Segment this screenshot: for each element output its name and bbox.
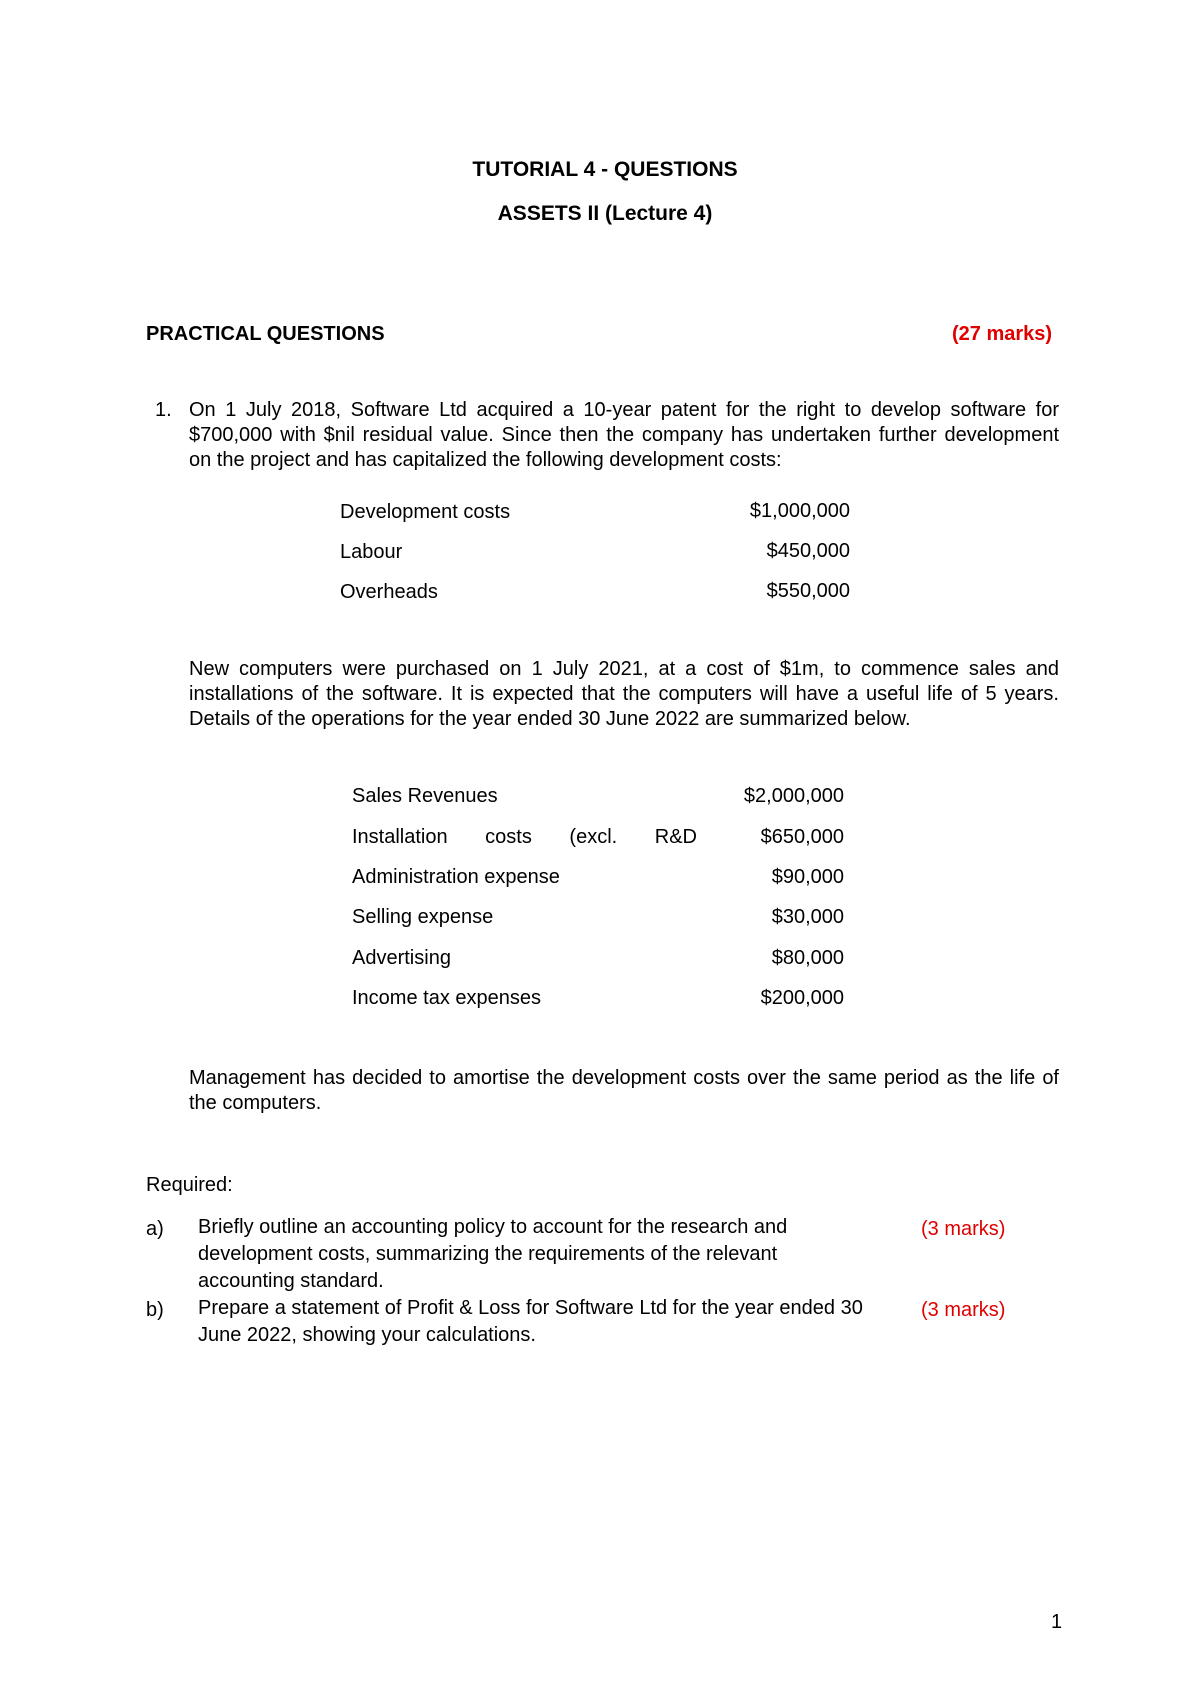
sales-value: $2,000,000 [743, 785, 844, 807]
question-number: 1. [155, 399, 172, 421]
required-item-letter: a) [146, 1218, 164, 1240]
page-number: 1 [1051, 1611, 1063, 1633]
required-label: Required: [146, 1174, 233, 1196]
computers-paragraph: New computers were purchased on 1 July 2021, at a cost of $1m, to commence sales and installations of the software. It is expected that the computers will have a useful life of 5 years. Details of the operations for the year ended 30 June 2022 are summarized below. [189, 658, 1059, 730]
section-label: PRACTICAL QUESTIONS [146, 323, 385, 345]
admin-value: $90,000 [771, 866, 844, 888]
management-paragraph: Management has decided to amortise the development costs over the same period as the life of the computers. [189, 1067, 1059, 1114]
labour-label: Labour [340, 541, 403, 563]
sales-label: Sales Revenues [352, 785, 498, 807]
document-title: TUTORIAL 4 - QUESTIONS [472, 158, 738, 181]
advertising-value: $80,000 [771, 947, 844, 969]
dev-costs-value: $1,000,000 [749, 500, 850, 522]
installation-word: (excl. [569, 826, 618, 848]
question-intro: On 1 July 2018, Software Ltd acquired a 10-year patent for the right to develop software for $700,000 with $nil residual value. Since then the company has undertaken further development on the project and has capitalized the following development costs: [189, 399, 1059, 471]
admin-label: Administration expense [352, 866, 560, 888]
section-marks: (27 marks) [952, 323, 1053, 345]
required-item-marks: (3 marks) [921, 1299, 1006, 1321]
labour-value: $450,000 [766, 540, 850, 562]
required-item-text: Prepare a statement of Profit & Loss for Software Ltd for the year ended 30 June 2022, showing your calculations. [198, 1297, 863, 1346]
required-item-marks: (3 marks) [921, 1218, 1006, 1240]
required-item-text: Briefly outline an accounting policy to account for the research and development costs, summarizing the requirements of the relevant accounting standard. [198, 1216, 788, 1292]
overheads-label: Overheads [340, 581, 438, 603]
advertising-label: Advertising [352, 947, 451, 969]
installation-word: costs [485, 826, 532, 848]
document-subtitle: ASSETS II (Lecture 4) [497, 202, 713, 225]
selling-label: Selling expense [352, 906, 494, 928]
tax-value: $200,000 [760, 987, 844, 1009]
dev-costs-label: Development costs [340, 501, 511, 523]
overheads-value: $550,000 [766, 580, 850, 602]
required-item-letter: b) [146, 1299, 164, 1321]
installation-value: $650,000 [760, 826, 844, 848]
installation-word: Installation [352, 826, 448, 848]
tax-label: Income tax expenses [352, 987, 541, 1009]
installation-word: R&D [654, 826, 697, 848]
selling-value: $30,000 [771, 906, 844, 928]
